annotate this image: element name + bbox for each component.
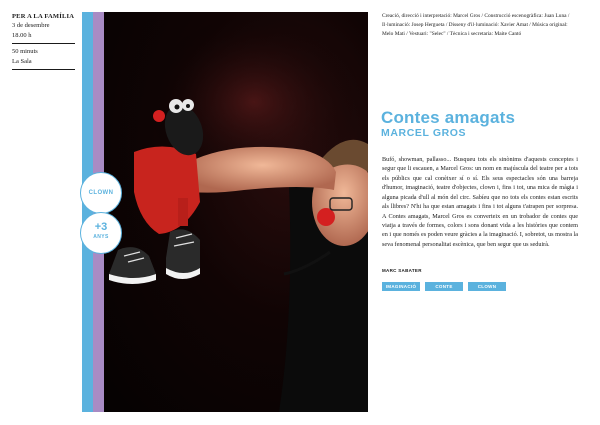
- age-badge: [80, 212, 122, 254]
- tag-imaginacio: IMAGINACIÓ: [382, 282, 420, 291]
- divider: [12, 43, 75, 44]
- event-category: PER A LA FAMÍLIA: [12, 13, 75, 20]
- performer-photo: [104, 12, 368, 412]
- event-venue: La Sala: [12, 57, 32, 65]
- tag-clown: CLOWN: [468, 282, 506, 291]
- divider: [12, 69, 75, 70]
- credits-text: Creació, direcció i interpretació: Marcel Gros / Construcció escenogràfica: Juan Luna / Il·luminació: Josep Hergueta / Disseny d'il·luminació: Xavier Amat / Música original: Melo Mati / Vestuari: "Selec" / Tècnica i secretaria: Maite Cantó: [382, 13, 570, 38]
- show-description: Bufó, showman, pallasso... Busqueu tots els sinònims d'aquests conceptes i segur que li escauen, a Marcel Gros: un nom en majúscula del teatre per a tots els públics que cal conèixer sí o sí. Els seus espectacles són una barreja d'humor, imaginació, teatre d'objectes, clown i, fins i tot, una mica de màgia i alguna picada d'ull al món del circ. Sabíeu que no tots els contes estan escrits als llibres? N'hi ha que estan amagats i fins i tot alguns t'atrapen per sorpresa. A Contes amagats, Marcel Gros es converteix en un trobador de contes que viatja a través de formes, colors i sons donant vida a les històries que contem en i que només es poden veure gràcies a la imaginació. I, sobretot, us mostra la seva fenomenal personalitat escènica, que ben segur que us seduirà.: [382, 156, 578, 248]
- show-title: Contes amagats: [381, 108, 516, 127]
- photo-illustration: [104, 12, 368, 412]
- event-duration: 50 minuts: [12, 48, 38, 56]
- genre-badge: [80, 172, 122, 214]
- event-time: 18.00 h: [12, 31, 32, 39]
- genre-badge-label: CLOWN: [88, 190, 114, 196]
- event-info: [12, 12, 75, 73]
- age-badge-unit: ANYS: [93, 234, 109, 240]
- author-credit: MARC SABATER: [382, 268, 422, 273]
- show-artist: MARCEL GROS: [381, 127, 467, 139]
- age-badge-number: +3: [94, 221, 108, 233]
- tag-conte: CONTE: [425, 282, 463, 291]
- event-date: 3 de desembre: [12, 22, 50, 30]
- tag-list: [382, 282, 506, 291]
